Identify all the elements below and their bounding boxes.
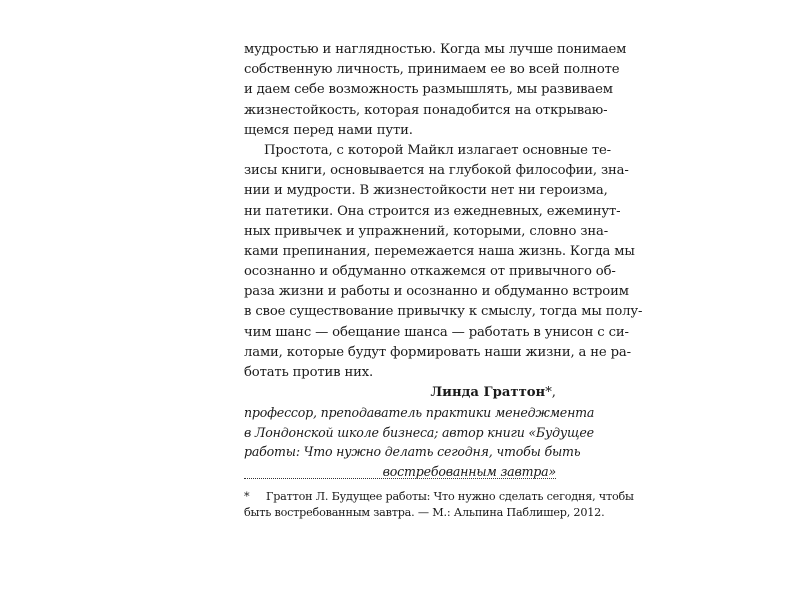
body-line: ботать против них.	[244, 365, 374, 380]
signature-title-line: профессор, преподаватель практики менеджмента	[244, 405, 595, 421]
body-line: раза жизни и работы и осознанно и обдуманно встроим	[244, 284, 629, 300]
body-line: ни патетики. Она строится из ежедневных, ежеминут-	[244, 203, 621, 219]
body-line: Простота, с которой Майкл излагает основные те-	[264, 142, 611, 158]
signature-footnote-mark: *,	[545, 385, 556, 401]
body-line: и даем себе возможность размышлять, мы развиваем	[244, 82, 613, 98]
signature-title-line: востребованным завтра»	[382, 463, 556, 479]
body-line: жизнестойкость, которая понадобится на открываю-	[244, 102, 608, 118]
footnote-line: быть востребованным завтра. — М.: Альпина Паблишер, 2012.	[244, 506, 605, 519]
body-line: собственную личность, принимаем ее во всей полноте	[244, 62, 620, 78]
body-line: зисы книги, основывается на глубокой философии, зна-	[244, 163, 629, 179]
signature-author-name: Линда Граттон	[430, 385, 546, 401]
body-line: ных привычек и упражнений, которыми, словно зна-	[244, 223, 609, 239]
body-line: лами, которые будут формировать наши жизни, а не ра-	[244, 344, 631, 360]
page-text-block	[244, 40, 643, 482]
footnote	[244, 489, 634, 521]
footnote-text: Граттон Л. Будущее работы: Что нужно сделать сегодня, чтобы	[266, 490, 634, 503]
body-line: чим шанс — обещание шанса — работать в унисон с си-	[244, 324, 629, 340]
body-line: мудростью и наглядностью. Когда мы лучше понимаем	[244, 42, 627, 57]
body-line: в свое существование привычку к смыслу, тогда мы полу-	[244, 304, 643, 320]
signature-title-line: в Лондонской школе бизнеса; автор книги «Будущее	[244, 424, 594, 440]
footnote-divider	[244, 478, 556, 479]
body-line: щемся перед нами пути.	[244, 122, 413, 138]
footnote-mark: *	[244, 490, 250, 503]
signature-author	[244, 383, 556, 403]
body-text	[244, 40, 643, 383]
signature-title-line: работы: Что нужно делать сегодня, чтобы быть	[244, 444, 581, 460]
body-line: нии и мудрости. В жизнестойкости нет ни героизма,	[244, 183, 608, 199]
footnote-line	[244, 489, 634, 505]
signature	[244, 383, 595, 481]
body-line: осознанно и обдуманно откажемся от привычного об-	[244, 264, 616, 280]
body-line: ками препинания, перемежается наша жизнь. Когда мы	[244, 243, 635, 259]
